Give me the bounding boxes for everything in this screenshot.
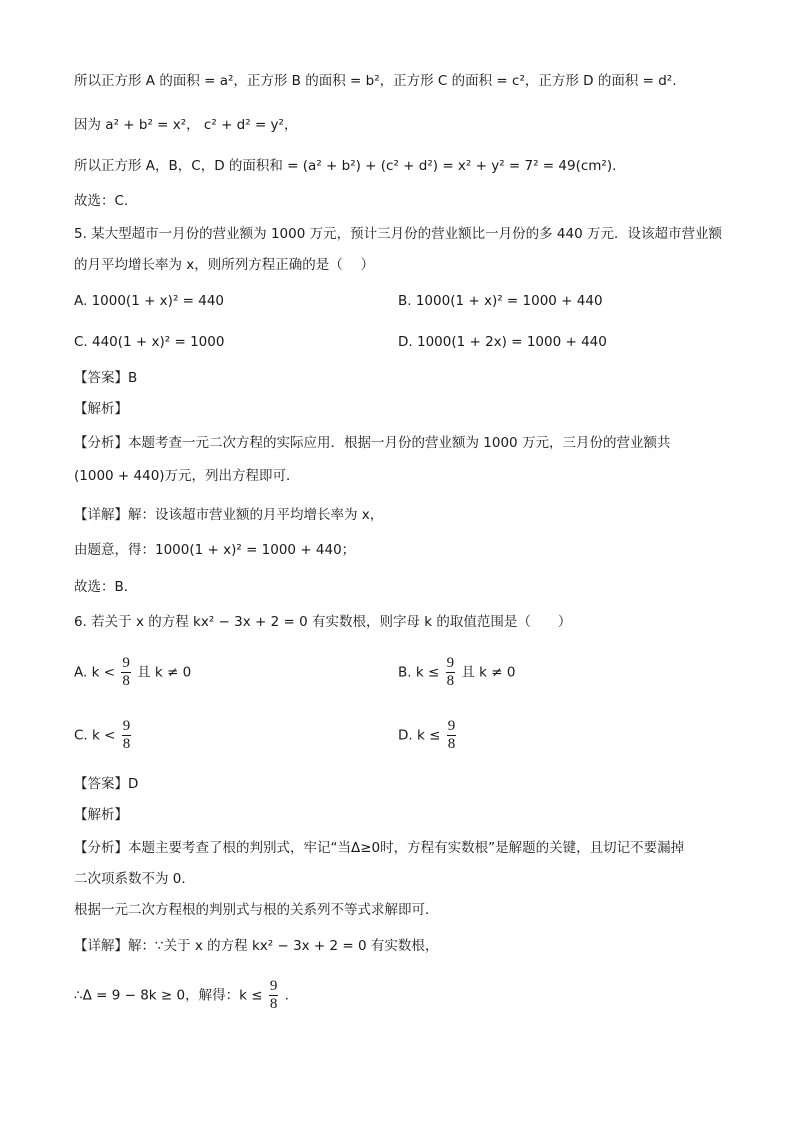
fraction-denominator: 8: [122, 673, 130, 689]
fraction-9-8: [122, 718, 132, 753]
q5-option-b: B. 1000(1 + x)² = 1000 + 440: [398, 293, 603, 309]
line-sum-areas: 所以正方形 A，B，C，D 的面积和 = (a² + b²) + (c² + d²) = x² + y² = 7² = 49(cm²).: [74, 158, 617, 174]
q6-analysis-label: 【解析】: [74, 807, 128, 823]
q6-detail-line1: 【详解】解：∵关于 x 的方程 kx² − 3x + 2 = 0 有实数根，: [74, 938, 439, 954]
fraction-9-8: [446, 655, 456, 690]
q6-stem: 6. 若关于 x 的方程 kx² − 3x + 2 = 0 有实数根，则字母 k 的取值范围是（ ）: [74, 614, 572, 630]
fraction-denominator: 8: [269, 996, 278, 1012]
line-square-areas: 所以正方形 A 的面积 = a²，正方形 B 的面积 = b²，正方形 C 的面积 = c²，正方形 D 的面积 = d².: [74, 73, 677, 89]
q5-detail-line2: 由题意，得：1000(1 + x)² = 1000 + 440；: [74, 542, 356, 558]
q5-answer: 【答案】B: [74, 370, 138, 386]
line-choose-c: 故选：C.: [74, 193, 129, 209]
fraction-denominator: 8: [447, 736, 456, 752]
q5-detail-line3: 故选：B．: [74, 579, 138, 595]
q6-analysis-line1: 【分析】本题主要考查了根的判别式，牢记“当Δ≥0时，方程有实数根”是解题的关键，且切记不要漏掉: [74, 840, 685, 856]
line-because: 因为 a² + b² = x²， c² + d² = y²，: [74, 117, 298, 133]
q6-detail-line2-post: .: [284, 987, 289, 1004]
fraction-9-8: [269, 978, 279, 1013]
q6-option-d: [398, 718, 458, 753]
q5-stem-line1: 5. 某大型超市一月份的营业额为 1000 万元，预计三月份的营业额比一月份的多 440 万元．设该超市营业额: [74, 226, 722, 242]
fraction-denominator: 8: [122, 736, 131, 752]
q6-option-a-post: 且 k ≠ 0: [137, 664, 192, 681]
fraction-denominator: 8: [446, 673, 455, 689]
fraction-9-8: [121, 655, 131, 690]
q6-option-a: [74, 655, 191, 690]
q6-option-a-pre: A. k <: [74, 664, 116, 681]
q6-option-c-pre: C. k <: [74, 727, 116, 744]
fraction-numerator: 9: [447, 718, 456, 734]
q6-option-d-pre: D. k ≤: [398, 727, 441, 744]
q6-option-b-post: 且 k ≠ 0: [461, 664, 516, 681]
q6-analysis-line2: 二次项系数不为 0．: [74, 871, 195, 887]
q6-option-b-pre: B. k ≤: [398, 664, 440, 681]
q5-option-c: C. 440(1 + x)² = 1000: [74, 334, 225, 350]
q5-stem-line2: 的月平均增长率为 x，则所列方程正确的是（ ）: [74, 257, 375, 273]
q6-detail-line2: [74, 978, 289, 1013]
q6-analysis-line3: 根据一元二次方程根的判别式与根的关系列不等式求解即可．: [74, 902, 439, 918]
fraction-numerator: 9: [269, 978, 278, 994]
q5-option-a: A. 1000(1 + x)² = 440: [74, 293, 225, 309]
q6-option-c: [74, 718, 133, 753]
fraction-numerator: 9: [122, 655, 130, 671]
q6-answer: 【答案】D: [74, 776, 139, 792]
q5-analysis-label: 【解析】: [74, 401, 128, 417]
q5-detail-line1: 【详解】解：设该超市营业额的月平均增长率为 x，: [74, 507, 384, 523]
q5-option-d: D. 1000(1 + 2x) = 1000 + 440: [398, 334, 607, 350]
q6-option-b: [398, 655, 515, 690]
fraction-numerator: 9: [446, 655, 455, 671]
q5-analysis-line2: (1000 + 440)万元，列出方程即可．: [74, 468, 300, 484]
fraction-numerator: 9: [122, 718, 131, 734]
q5-analysis-line1: 【分析】本题考查一元二次方程的实际应用．根据一月份的营业额为 1000 万元，三月份的营业额共: [74, 435, 671, 451]
fraction-9-8: [447, 718, 457, 753]
q6-detail-line2-pre: ∴Δ = 9 − 8k ≥ 0，解得：k ≤: [74, 987, 263, 1004]
